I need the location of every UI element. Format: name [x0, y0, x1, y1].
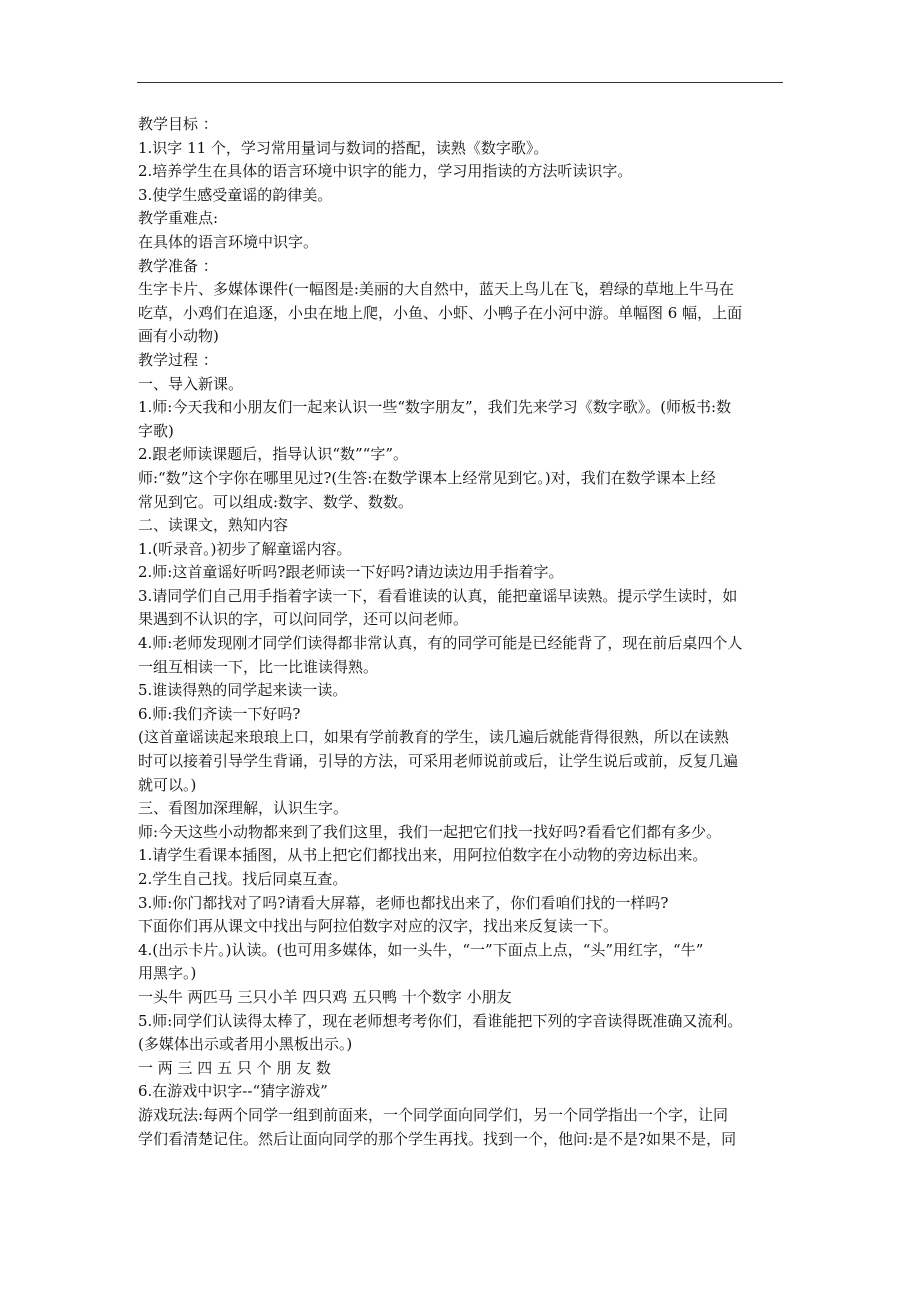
text-line: 在具体的语言环境中识字。 [138, 232, 319, 251]
text-line: 3.请同学们自己用手指着字读一下，看看谁读的认真，能把童谣早读熟。提示学生读时，如 [138, 586, 738, 605]
text-line: 一头牛 两匹马 三只小羊 四只鸡 五只鸭 十个数字 小朋友 [138, 987, 512, 1006]
text-line: 4.师:老师发现刚才同学们读得都非常认真，有的同学可能是已经能背了，现在前后桌四个人 [138, 634, 743, 653]
text-line: 教学过程 ： [138, 350, 218, 369]
text-line: 常见到它。可以组成:数字、数学、数数。 [138, 492, 414, 511]
text-line: 5.谁读得熟的同学起来读一读。 [138, 681, 348, 700]
text-line: 二、读课文，熟知内容 [138, 516, 289, 535]
text-line: 字歌) [138, 421, 174, 440]
text-line: 一 两 三 四 五 只 个 朋 友 数 [138, 1058, 331, 1077]
text-line: 教学目标 ： [138, 115, 218, 133]
text-line: 师:“数”这个字你在哪里见过?(生答:在数学课本上经常见到它。)对，我们在数学课本上经 [138, 468, 716, 487]
text-line: 1.师:今天我和小朋友们一起来认识一些“数字朋友”，我们先来学习《数字歌》。(师板书:数 [138, 398, 732, 417]
text-line: 画有小动物) [138, 327, 219, 346]
document-body [138, 113, 788, 1151]
text-line: 师:今天这些小动物都来到了我们这里，我们一起把它们找一找好吗?看看它们都有多少。 [138, 822, 722, 841]
text-line: 游戏玩法:每两个同学一组到前面来，一个同学面向同学们，另一个同学指出一个字，让同 [138, 1105, 729, 1124]
text-line: 生字卡片、多媒体课件(一幅图是:美丽的大自然中，蓝天上鸟儿在飞，碧绿的草地上牛马在 [138, 280, 734, 299]
header-rule [137, 82, 783, 83]
text-line: (多媒体出示或者用小黑板出示。) [138, 1035, 353, 1054]
text-line: 2.跟老师读课题后，指导认识“数”“字”。 [138, 445, 408, 464]
text-line: 用黑字。) [138, 964, 197, 983]
text-line: 一组互相读一下，比一比谁读得熟。 [138, 657, 379, 676]
text-line: 6.在游戏中识字--“猜字游戏” [138, 1082, 328, 1101]
text-line: 2.学生自己找。找后同桌互查。 [138, 870, 348, 888]
text-line: 2.培养学生在具体的语言环境中识字的能力，学习用指读的方法听读识字。 [138, 162, 633, 181]
text-line: 1.请学生看课本插图，从书上把它们都找出来，用阿拉伯数字在小动物的旁边标出来。 [138, 846, 708, 865]
text-line: 吃草，小鸡们在追逐，小虫在地上爬，小鱼、小虾、小鸭子在小河中游。单幅图 6 幅，上面 [138, 303, 743, 322]
text-line: 1.(听录音。)初步了解童谣内容。 [138, 539, 352, 558]
text-line: 1.识字 11 个，学习常用量词与数词的搭配，读熟《数字歌》。 [138, 138, 549, 157]
text-line: 6.师:我们齐读一下好吗? [138, 704, 301, 723]
text-line: 教学准备 ： [138, 256, 218, 275]
text-line: (这首童谣读起来琅琅上口，如果有学前教育的学生，读几遍后就能背得很熟，所以在读熟 [138, 728, 729, 747]
text-line: 三、看图加深理解，认识生字。 [138, 799, 349, 818]
text-line: 下面你们再从课文中找出与阿拉伯数字对应的汉字，找出来反复读一下。 [138, 917, 619, 936]
text-line: 2.师:这首童谣好听吗?跟老师读一下好吗?请边读边用手指着字。 [138, 563, 564, 582]
text-line: 时可以接着引导学生背诵，引导的方法，可采用老师说前或后，让学生说后或前，反复几遍 [138, 752, 739, 771]
text-line: 一、导入新课。 [138, 374, 244, 393]
text-line: 3.师:你门都找对了吗?请看大屏幕，老师也都找出来了，你们看咱们找的一样吗? [138, 893, 669, 912]
text-line: 就可以。) [138, 775, 197, 794]
text-line: 学们看清楚记住。然后让面向同学的那个学生再找。找到一个，他问:是不是?如果不是，同 [138, 1129, 737, 1148]
text-line: 果遇到不认识的字，可以问同学，还可以问老师。 [138, 610, 469, 629]
text-line: 教学重难点: [138, 209, 219, 228]
text-line: 5.师:同学们认读得太棒了，现在老师想考考你们，看谁能把下列的字音读得既准确又流利。 [138, 1011, 743, 1030]
text-line: 3.使学生感受童谣的韵律美。 [138, 185, 333, 204]
text-line: 4.(出示卡片。)认读。(也可用多媒体，如一头牛，“一”下面点上点，“头”用红字，“牛” [138, 940, 704, 959]
